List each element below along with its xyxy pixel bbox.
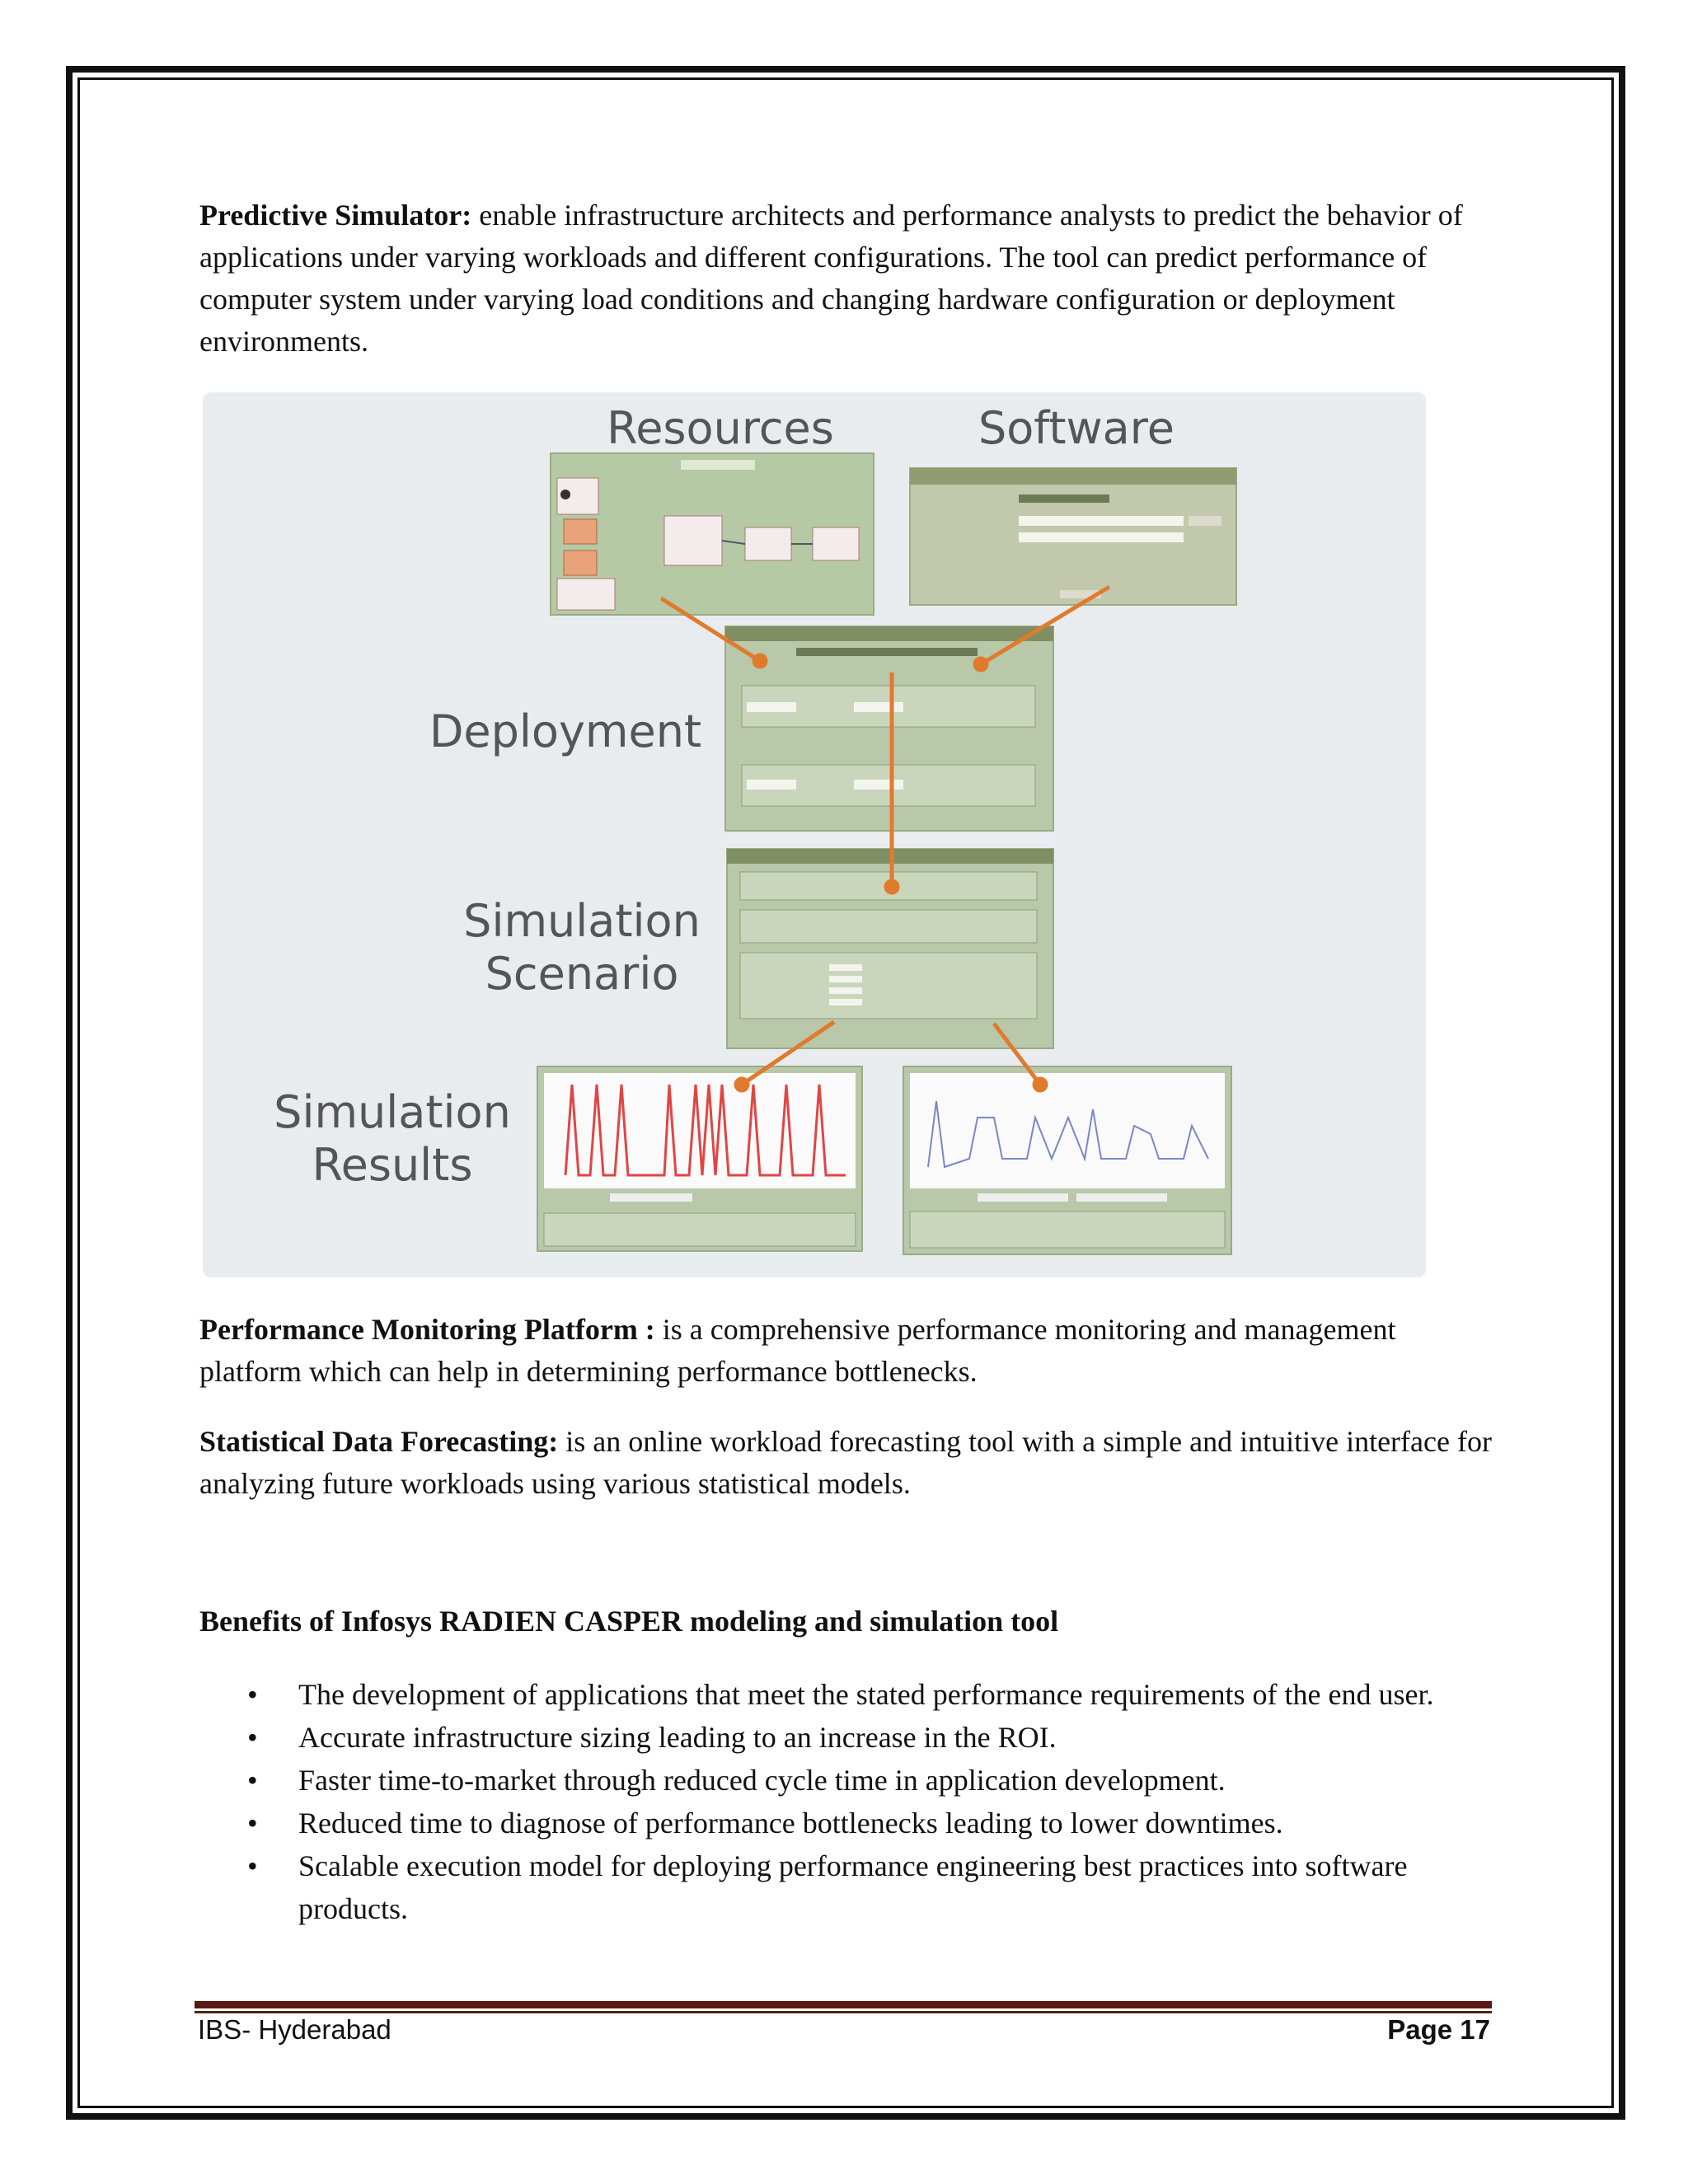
label-simulation-scenario-line2: Scenario [485, 948, 679, 1000]
list-item-text: Accurate infrastructure sizing leading to an increase in the ROI. [298, 1721, 1057, 1754]
bullet-icon: • [247, 1849, 258, 1882]
footer-rule-thin [195, 2011, 1492, 2013]
forecasting-paragraph [199, 1421, 1493, 1505]
forecasting-title: Statistical Data Forecasting: [199, 1425, 559, 1458]
list-item [199, 1673, 1502, 1716]
label-simulation-results [252, 1086, 532, 1192]
list-item-text: Scalable execution model for deploying performance engineering best practices into software products. [298, 1849, 1408, 1925]
footer-rule-thick [195, 2001, 1492, 2008]
forecasting-text: is an online workload forecasting tool with a simple and intuitive interface for analyzing future workloads using various statistical models. [199, 1425, 1492, 1500]
label-simulation-scenario-line1: Simulation [463, 895, 701, 947]
list-item-text: Reduced time to diagnose of performance bottlenecks leading to lower downtimes. [298, 1807, 1283, 1840]
list-item [199, 1759, 1502, 1802]
list-item-text: The development of applications that meet the stated performance requirements of the end user. [298, 1678, 1434, 1711]
label-deployment: Deployment [429, 705, 702, 757]
list-item [199, 1716, 1502, 1759]
label-simulation-results-line2: Results [312, 1139, 473, 1191]
label-software: Software [978, 402, 1175, 454]
software-screenshot [910, 468, 1236, 605]
footer-institution: IBS- Hyderabad [198, 2014, 392, 2045]
bullet-icon: • [247, 1721, 258, 1754]
label-simulation-scenario [442, 895, 722, 1001]
predictive-simulator-paragraph [199, 194, 1493, 363]
bullet-icon: • [247, 1678, 258, 1711]
results-left-screenshot [537, 1066, 862, 1251]
deployment-screenshot [725, 626, 1053, 831]
benefits-list [199, 1673, 1502, 1930]
list-item [199, 1844, 1502, 1930]
predictive-simulator-text: enable infrastructure architects and performance analysts to predict the behavior of applications under varying workloads and different configurations. The tool can predict performance of computer system under varying load conditions and changing hardware configuration or deployment environments. [199, 199, 1463, 358]
results-right-screenshot [903, 1066, 1231, 1254]
casper-workflow-figure [203, 392, 1426, 1277]
list-item [199, 1802, 1502, 1844]
resources-screenshot [551, 453, 874, 615]
label-resources: Resources [607, 402, 834, 454]
bullet-icon: • [247, 1764, 258, 1797]
list-item-text: Faster time-to-market through reduced cycle time in application development. [298, 1764, 1226, 1797]
benefits-heading: Benefits of Infosys RADIEN CASPER modeling and simulation tool [199, 1605, 1059, 1638]
predictive-simulator-title: Predictive Simulator: [199, 199, 472, 232]
monitoring-platform-paragraph [199, 1309, 1493, 1393]
label-simulation-results-line1: Simulation [274, 1086, 511, 1138]
monitoring-platform-title: Performance Monitoring Platform : [199, 1313, 655, 1346]
monitoring-platform-text: is a comprehensive performance monitoring and management platform which can help in determining performance bottlenecks. [199, 1313, 1396, 1388]
bullet-icon: • [247, 1807, 258, 1840]
footer-page-number: Page 17 [1387, 2014, 1490, 2045]
